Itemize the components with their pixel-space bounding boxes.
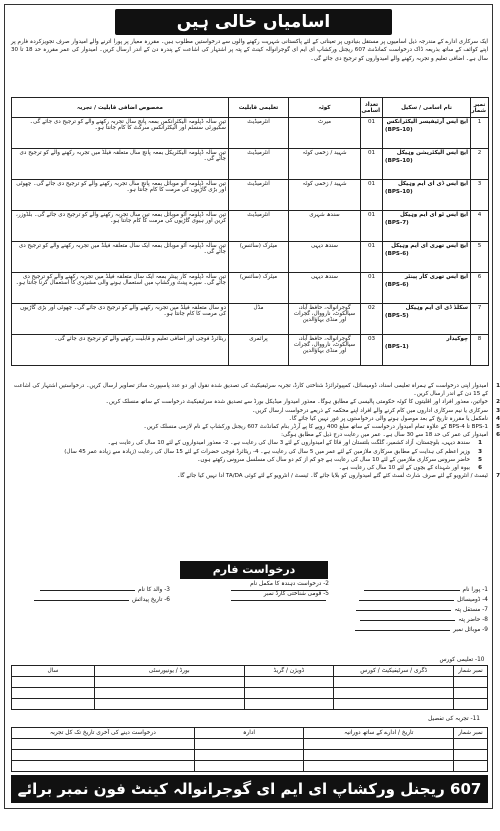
- cell-qualification: انٹرمیڈیٹ: [229, 211, 289, 242]
- form-field: [329, 627, 488, 633]
- cell-count: 01: [361, 149, 383, 180]
- footer-phone: 0553830350: [170, 808, 275, 826]
- cell-qualification: میٹرک (سائنس): [229, 242, 289, 273]
- form-row: [11, 603, 488, 613]
- cell-qualification: انٹرمیڈیٹ: [229, 118, 289, 149]
- cell-serial: 5: [471, 242, 489, 273]
- form-field-label: 7- مستقل پتہ: [454, 607, 488, 613]
- age-relaxation-number: 1: [478, 440, 482, 447]
- page-title: اسامیاں خالی ہیں: [115, 9, 392, 35]
- cell-quota: گوجرانوالہ، حافظ آباد، سیالکوٹ، نارووال، گجرات اور منڈی بہاؤالدین: [289, 304, 361, 335]
- note-item: [11, 407, 500, 415]
- table-row: [12, 273, 489, 304]
- note-number: 2: [496, 399, 500, 406]
- table-row: [12, 750, 488, 761]
- vacancies-table: [11, 97, 489, 366]
- table-row: [12, 149, 489, 180]
- cell-experience: تین سالہ ڈپلومہ آٹو موبائل بمعہ ایک سال متعلقہ فیلڈ میں تجربہ رکھنے والے کو ترجیح دی جائے گی۔: [12, 242, 229, 273]
- experience-header: ادارہ: [194, 728, 304, 739]
- table-row: [12, 242, 489, 273]
- footer-text: 607 ریجنل ورکشاپ ای ایم ای گوجرانوالہ کینٹ فون نمبر برائے رابطہ: [17, 780, 482, 826]
- note-text: ٹیسٹ / انٹرویو کے لئے صرف شارٹ لسٹ کئے گئے امیدواروں کو بلایا جائے گا۔ ٹیسٹ / انٹرویو کے لئے کوئی TA/DA ادا نہیں کیا جائے گا۔: [176, 473, 488, 480]
- cell-count: 01: [361, 211, 383, 242]
- post-scale: (BPS-1): [385, 344, 409, 350]
- table-row: [12, 304, 489, 335]
- education-label: 10- تعلیمی کورس: [439, 657, 485, 663]
- header-experience: مخصوص اضافی قابلیت / تجربہ: [12, 98, 229, 118]
- note-item: [11, 423, 500, 431]
- form-field-line: [364, 590, 459, 591]
- age-relaxation-text: سندھ دیہی، بلوچستان، آزاد کشمیر، گلگت بلتستان اور فاٹا کے امیدواروں کے لئے 3 سال کی رعایت ہے۔ 2- معذور امیدواروں کے لئے 10 سال کی رعایت ہے۔: [107, 440, 470, 447]
- experience-header: تاریخ / ادارے کے ساتھ دورانیہ: [304, 728, 454, 739]
- cell-quota: سندھ دیہی: [289, 242, 361, 273]
- header-count: تعداد اسامی: [361, 98, 383, 118]
- age-relaxation-item: [11, 456, 482, 464]
- form-field: [329, 597, 488, 603]
- cell-post: [383, 242, 471, 273]
- education-header: سال: [12, 666, 95, 677]
- table-row: [12, 335, 489, 366]
- note-item: [11, 382, 500, 398]
- post-scale: (BPS-10): [385, 127, 413, 133]
- form-field-line: [359, 600, 454, 601]
- header-qualification: تعلیمی قابلیت: [229, 98, 289, 118]
- note-text: امیدوار اپنی درخواست کے ہمراہ تعلیمی اسناد، ڈومیسائل، کمپیوٹرائزڈ شناختی کارڈ، تجربہ سرٹیفیکیٹ کی تصدیق شدہ نقول اور دو عدد پاسپورٹ سائز تصاویر ارسال کریں۔ درخواستیں اشتہار کی اشاعت کے 15 دن کے اندر ارسال کریں۔: [13, 383, 488, 398]
- note-number: 7: [496, 473, 500, 480]
- cell-post: [383, 335, 471, 366]
- age-relaxation-text: بیوہ اور شہداء کے بچوں کے لئے 10 سال کی رعایت ہے۔: [338, 465, 470, 472]
- post-scale: (BPS-6): [385, 282, 409, 288]
- age-relaxation-number: 3: [478, 448, 482, 455]
- post-scale: (BPS-10): [385, 189, 413, 195]
- post-name: ایچ ایس تھری کار پینٹر: [404, 274, 468, 280]
- cell-serial: 4: [471, 211, 489, 242]
- cell-experience: دو سال متعلقہ فیلڈ میں تجربہ رکھنے والے کو ترجیح دی جائے گی۔ چھوٹی اور بڑی گاڑیوں کی مرمت کا کام جانتا ہو۔: [12, 304, 229, 335]
- cell-post: [383, 304, 471, 335]
- cell-quota: شہید / زخمی کوٹہ: [289, 180, 361, 211]
- cell-count: 03: [361, 335, 383, 366]
- cell-qualification: پرائمری: [229, 335, 289, 366]
- cell-post: [383, 118, 471, 149]
- form-field-label: 5- قومی شناختی کارڈ نمبر: [263, 591, 329, 597]
- cell-post: [383, 180, 471, 211]
- cell-serial: 7: [471, 304, 489, 335]
- form-field-label: 8- حاضر پتہ: [458, 617, 488, 623]
- table-row: [12, 739, 488, 750]
- cell-qualification: مڈل: [229, 304, 289, 335]
- cell-quota: سندھ شہری: [289, 211, 361, 242]
- form-field-line: [360, 620, 455, 621]
- form-row: [11, 623, 488, 633]
- cell-serial: 2: [471, 149, 489, 180]
- cell-qualification: انٹرمیڈیٹ: [229, 180, 289, 211]
- note-text: امیدوار کی عمر کی حد 18 سے 30 سال ہے۔ عمر میں رعایت درج ذیل کے مطابق ہوگی:: [281, 432, 488, 439]
- note-text: خواتین، معذور افراد اور اقلیتوں کا کوٹہ حکومتی پالیسی کے مطابق ہوگا۔ معذور امیدوار میڈیکل بورڈ سے تصدیق شدہ سرٹیفیکیٹ درخواست کے ساتھ منسلک کریں۔: [105, 399, 488, 406]
- note-number: 3: [496, 407, 500, 414]
- cell-qualification: میٹرک (سائنس): [229, 273, 289, 304]
- job-advertisement: [4, 4, 500, 826]
- application-form-fields: [11, 583, 488, 633]
- form-field: [329, 587, 488, 593]
- form-field: [329, 617, 488, 623]
- age-relaxation-number: 5: [478, 456, 482, 463]
- cell-quota: شہید / زخمی کوٹہ: [289, 149, 361, 180]
- cell-count: 02: [361, 304, 383, 335]
- experience-table: [11, 727, 488, 772]
- note-item: [11, 431, 500, 439]
- cell-post: [383, 149, 471, 180]
- post-name: سکلڈ ڈی ای ایم وہیکل: [405, 305, 468, 311]
- post-name: ایچ ایس ٹو ای ایم وہیکل: [399, 212, 468, 218]
- note-item: [11, 472, 500, 480]
- cell-serial: 6: [471, 273, 489, 304]
- contact-footer: [11, 775, 488, 826]
- cell-serial: 3: [471, 180, 489, 211]
- cell-qualification: انٹرمیڈیٹ: [229, 149, 289, 180]
- post-name: ایچ ایس تھری ای ایم وہیکل: [391, 243, 468, 249]
- cell-quota: میرٹ: [289, 118, 361, 149]
- header-serial: نمبر شمار: [471, 98, 489, 118]
- cell-post: [383, 211, 471, 242]
- form-field-label: 9- موبائل نمبر: [453, 627, 488, 633]
- education-header: ڈویژن / گریڈ: [244, 666, 334, 677]
- form-field-label: 3- والد کا نام: [137, 587, 170, 593]
- table-row: [12, 180, 489, 211]
- notes-list: [11, 382, 500, 480]
- education-table: [11, 655, 488, 710]
- cell-quota: سندھ دیہی: [289, 273, 361, 304]
- note-text: نامکمل یا مقررہ تاریخ کے بعد موصول ہونے والی درخواستوں پر غور نہیں کیا جائے گا۔: [288, 415, 488, 422]
- note-item: [11, 398, 500, 406]
- form-field-line: [40, 590, 135, 591]
- table-header-row: [12, 98, 489, 118]
- table-row: [12, 677, 488, 688]
- age-relaxation-text: حاضر سروس سرکاری ملازمین کے لئے 10 سال کی رعایت ہے جو کم از کم دو سال کی مسلسل سروس رکھتے ہوں۔: [197, 456, 470, 463]
- form-row: [11, 593, 488, 603]
- form-field-label: 6- تاریخ پیدائش: [131, 597, 170, 603]
- table-row: [12, 688, 488, 699]
- cell-experience: تین سالہ ڈپلومہ کار پینٹر بمعہ ایک سال متعلقہ فیلڈ میں تجربہ رکھنے والے کو ترجیح دی جائے گی۔ سپرے پینٹ ورکشاپ میں استعمال ہونے والی مشینری کا استعمال کرنا جانتا ہو۔: [12, 273, 229, 304]
- post-name: ایچ ایس ڈی ای ایم وہیکل: [397, 181, 468, 187]
- note-item: [11, 415, 500, 423]
- form-field: [170, 591, 329, 603]
- note-number: 4: [496, 415, 500, 422]
- experience-header: درخواست دینے کی آخری تاریخ تک کل تجربہ: [12, 728, 195, 739]
- note-text: BPS-1 تا BPS-4 کے علاوہ تمام امیدوار درخواست کے ساتھ مبلغ 400 روپے کا پے آرڈر بنام کمانڈنٹ 607 ریجنل ورکشاپ کے نام لازمی منسلک کریں۔: [143, 424, 488, 431]
- form-row: [11, 613, 488, 623]
- form-title: درخواست فارم: [180, 561, 328, 579]
- education-header: بورڈ / یونیورسٹی: [94, 666, 244, 677]
- header-post: نام اسامی / سکیل: [383, 98, 471, 118]
- experience-label: 11- تجربہ کی تفصیل: [428, 716, 480, 722]
- table-row: [12, 699, 488, 710]
- cell-count: 01: [361, 118, 383, 149]
- age-relaxation-item: [11, 464, 482, 472]
- form-field: [11, 587, 170, 593]
- table-row: [12, 118, 489, 149]
- cell-experience: تین سالہ ڈپلومہ الیکٹریکل بمعہ پانچ سال متعلقہ فیلڈ میں تجربہ رکھنے والے کو ترجیح دی جائے گی۔: [12, 149, 229, 180]
- post-name: ایچ ایس آرٹیفیسر الیکٹرانکس: [386, 119, 468, 125]
- post-name: چوکیدار: [446, 336, 468, 342]
- form-field: [11, 597, 170, 603]
- table-row: [12, 211, 489, 242]
- form-field-line: [231, 600, 326, 601]
- age-relaxation-list: [11, 439, 488, 472]
- note-text: سرکاری یا نیم سرکاری اداروں میں کام کرنے والے افراد اپنے محکمہ کے ذریعے درخواست ارسال کریں۔: [252, 407, 488, 414]
- experience-header: نمبر شمار: [454, 728, 488, 739]
- cell-quota: گوجرانوالہ، حافظ آباد، سیالکوٹ، نارووال، گجرات اور منڈی بہاؤالدین: [289, 335, 361, 366]
- cell-post: [383, 273, 471, 304]
- note-number: 6: [496, 432, 500, 439]
- age-relaxation-number: 6: [478, 465, 482, 472]
- cell-experience: تین سالہ ڈپلومہ آٹو موبائل بمعہ تین سال تجربہ رکھنے والے کو ترجیح دی جائے گی۔ بلڈوزر، کرین اور ہیوی گاڑیوں کی مرمت کا کام جانتا ہو۔: [12, 211, 229, 242]
- cell-serial: 8: [471, 335, 489, 366]
- age-relaxation-item: [11, 439, 482, 447]
- education-header: ڈگری / سرٹیفیکیٹ / کورس: [334, 666, 454, 677]
- cell-experience: تین سالہ ڈپلومہ الیکٹرانکس بمعہ پانچ سال تجربہ رکھنے والے کو ترجیح دی جائے گی۔ سکیورٹی سسٹم اور الیکٹرانکس سرکٹ کا کام جانتا ہو۔: [12, 118, 229, 149]
- form-field: [329, 607, 488, 613]
- table-row: [12, 761, 488, 772]
- note-number: 1: [496, 383, 500, 389]
- post-scale: (BPS-6): [385, 251, 409, 257]
- form-field-label: 4- ڈومیسائل: [457, 597, 488, 603]
- cell-count: 01: [361, 242, 383, 273]
- form-field-line: [34, 600, 129, 601]
- note-number: 5: [496, 424, 500, 431]
- form-field-label: 2- درخواست دہندہ کا مکمل نام: [250, 581, 329, 587]
- cell-experience: تین سالہ ڈپلومہ آٹو موبائل بمعہ پانچ سال تجربہ رکھنے والے کو ترجیح دی جائے گی۔ چھوٹی اور بڑی گاڑیوں کی مرمت کا کام جانتا ہو۔: [12, 180, 229, 211]
- header-quota: کوٹہ: [289, 98, 361, 118]
- form-field-line: [356, 610, 451, 611]
- post-scale: (BPS-5): [385, 313, 409, 319]
- post-name: ایچ ایس الیکٹریشن وہیکل: [396, 150, 468, 156]
- cell-serial: 1: [471, 118, 489, 149]
- cell-count: 01: [361, 273, 383, 304]
- form-field-label: 1- پورا نام: [462, 587, 488, 593]
- age-relaxation-item: [11, 448, 482, 456]
- education-header: نمبر شمار: [454, 666, 488, 677]
- intro-paragraph: ایک سرکاری ادارے کے مندرجہ ذیل اسامیوں پر مستقل بنیادوں پر تعیناتی کے لئے پاکستانی شہریت رکھنے والوں سے درخواستیں مطلوب ہیں۔ مقررہ معیار پر پورا اترنے والے امیدوار صرف تجویزکردہ فارم پر اپنے کوائف کے ساتھ بذریعہ ڈاک درخواست کمانڈنٹ 607 ریجنل ورکشاپ ای ایم ای گوجرانوالہ کینٹ کے پتہ پر اشتہار کی اشاعت کے پندرہ دن کے اندر ارسال کریں۔ امیدوار کی عمر مقررہ حد 18 تا 30 سال ہے۔ اضافی تعلیم و تجربہ رکھنے والے امیدواروں کو ترجیح دی جائے گی۔: [11, 39, 489, 62]
- cell-count: 01: [361, 180, 383, 211]
- cell-experience: ریٹائرڈ فوجی اور اضافی تعلیم و قابلیت رکھنے والے کو ترجیح دی جائے گی۔: [12, 335, 229, 366]
- post-scale: (BPS-7): [385, 220, 409, 226]
- form-field-line: [355, 630, 450, 631]
- post-scale: (BPS-10): [385, 158, 413, 164]
- age-relaxation-text: وزیر اعظم کی ہدایت کے مطابق سرکاری ملازمین کے لئے عمر میں 5 سال کی رعایت ہے۔ 4- ریٹائرڈ فوجی حضرات کے لئے 15 سال کی رعایت (زیادہ سے زیادہ عمر 45 سال): [64, 448, 470, 455]
